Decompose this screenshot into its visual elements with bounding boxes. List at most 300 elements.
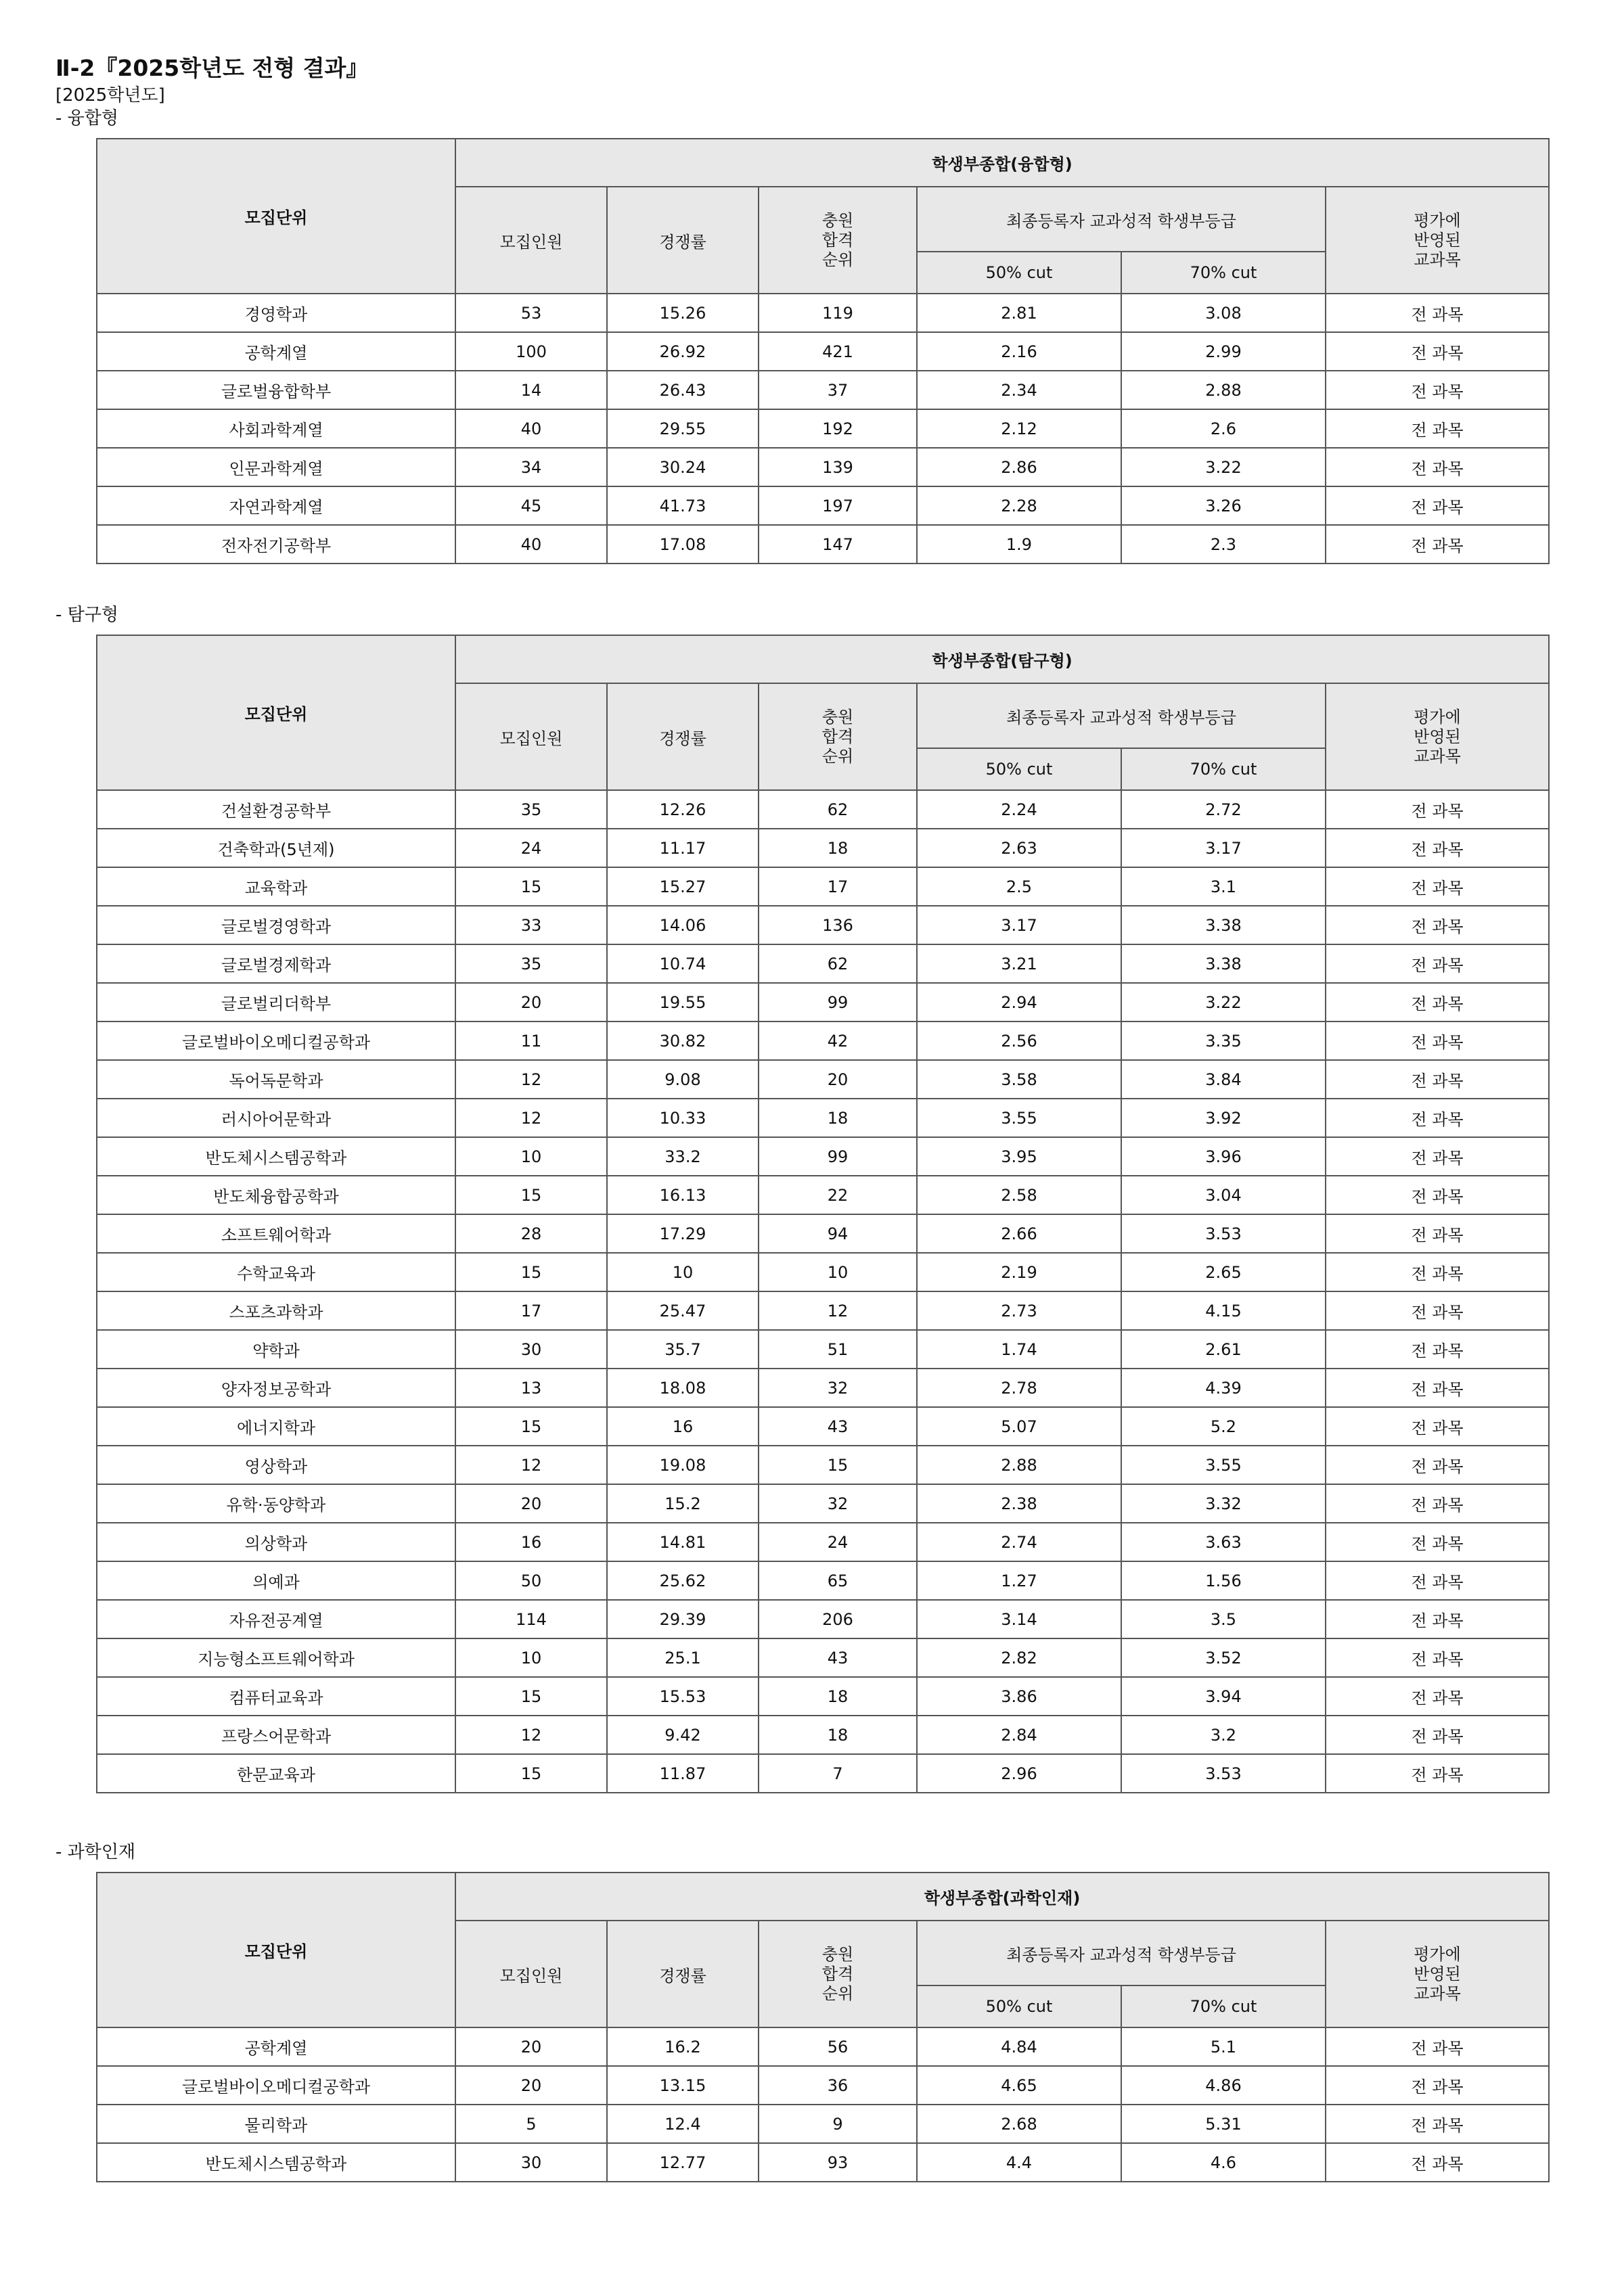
cell-rate: 15.27 — [607, 867, 759, 906]
cell-subjects: 전 과목 — [1326, 1484, 1549, 1523]
header-rank — [759, 683, 917, 790]
cell-cut50: 2.86 — [917, 448, 1121, 486]
cell-unit: 공학계열 — [97, 2027, 455, 2066]
cell-rank: 32 — [759, 1484, 917, 1523]
cell-recruit: 15 — [455, 867, 607, 906]
cell-cut50: 2.19 — [917, 1253, 1121, 1291]
cell-rate: 16.2 — [607, 2027, 759, 2066]
cell-unit: 사회과학계열 — [97, 409, 455, 448]
cell-recruit: 33 — [455, 906, 607, 944]
header-subjects-line: 반영된 — [1414, 727, 1461, 746]
cell-cut50: 3.21 — [917, 944, 1121, 983]
cell-recruit: 15 — [455, 1253, 607, 1291]
cell-unit: 교육학과 — [97, 867, 455, 906]
header-subjects — [1326, 683, 1549, 790]
cell-recruit: 114 — [455, 1600, 607, 1638]
cell-cut70: 2.6 — [1121, 409, 1326, 448]
table-row — [97, 448, 1549, 486]
cell-rate: 26.92 — [607, 332, 759, 371]
cell-unit: 물리학과 — [97, 2105, 455, 2143]
results-table — [96, 635, 1550, 1793]
cell-recruit: 45 — [455, 486, 607, 525]
section-label: - 융합형 — [55, 108, 118, 129]
cell-cut70: 2.65 — [1121, 1253, 1326, 1291]
cell-cut50: 2.94 — [917, 983, 1121, 1021]
cell-cut70: 3.1 — [1121, 867, 1326, 906]
cell-cut70: 5.1 — [1121, 2027, 1326, 2066]
cell-cut50: 2.12 — [917, 409, 1121, 448]
cell-rank: 99 — [759, 1137, 917, 1176]
cell-rate: 12.4 — [607, 2105, 759, 2143]
header-rank-line: 충원 — [821, 210, 854, 230]
cell-subjects: 전 과목 — [1326, 1021, 1549, 1060]
cell-recruit: 14 — [455, 371, 607, 409]
cell-rate: 25.1 — [607, 1638, 759, 1677]
cell-unit: 글로벌융합학부 — [97, 371, 455, 409]
cell-cut70: 3.2 — [1121, 1716, 1326, 1754]
cell-unit: 글로벌리더학부 — [97, 983, 455, 1021]
cell-cut70: 3.38 — [1121, 906, 1326, 944]
cell-cut50: 2.34 — [917, 371, 1121, 409]
cell-unit: 프랑스어문학과 — [97, 1716, 455, 1754]
header-grade-group: 최종등록자 교과성적 학생부등급 — [917, 187, 1326, 252]
header-unit: 모집단위 — [97, 635, 455, 790]
table-row — [97, 1060, 1549, 1099]
table-row — [97, 1253, 1549, 1291]
cell-recruit: 12 — [455, 1099, 607, 1137]
cell-cut70: 4.15 — [1121, 1291, 1326, 1330]
cell-rate: 9.42 — [607, 1716, 759, 1754]
header-rank-line: 합격 — [821, 1964, 854, 1983]
cell-recruit: 10 — [455, 1137, 607, 1176]
table-row — [97, 409, 1549, 448]
cell-rank: 99 — [759, 983, 917, 1021]
cell-rate: 14.81 — [607, 1523, 759, 1561]
table-row — [97, 1716, 1549, 1754]
header-cut70: 70% cut — [1121, 748, 1326, 790]
cell-cut50: 2.73 — [917, 1291, 1121, 1330]
cell-rank: 139 — [759, 448, 917, 486]
cell-rate: 26.43 — [607, 371, 759, 409]
cell-cut70: 2.61 — [1121, 1330, 1326, 1369]
table-row — [97, 1214, 1549, 1253]
cell-recruit: 10 — [455, 1638, 607, 1677]
section-spacer — [55, 564, 1585, 603]
cell-subjects: 전 과목 — [1326, 983, 1549, 1021]
cell-unit: 인문과학계열 — [97, 448, 455, 486]
cell-rank: 62 — [759, 790, 917, 829]
cell-rank: 15 — [759, 1446, 917, 1484]
cell-subjects: 전 과목 — [1326, 448, 1549, 486]
cell-unit: 수학교육과 — [97, 1253, 455, 1291]
cell-unit: 약학과 — [97, 1330, 455, 1369]
section-label: - 과학인재 — [55, 1842, 136, 1862]
cell-cut50: 2.88 — [917, 1446, 1121, 1484]
header-subjects-line: 교과목 — [1414, 746, 1461, 766]
header-rank-line: 충원 — [821, 707, 854, 727]
cell-rate: 29.55 — [607, 409, 759, 448]
cell-unit: 소프트웨어학과 — [97, 1214, 455, 1253]
cell-subjects: 전 과목 — [1326, 1369, 1549, 1407]
cell-unit: 건축학과(5년제) — [97, 829, 455, 867]
cell-rank: 147 — [759, 525, 917, 564]
table-row — [97, 1330, 1549, 1369]
cell-cut50: 4.65 — [917, 2066, 1121, 2105]
cell-unit: 공학계열 — [97, 332, 455, 371]
table-row — [97, 1369, 1549, 1407]
cell-rate: 19.55 — [607, 983, 759, 1021]
cell-recruit: 50 — [455, 1561, 607, 1600]
header-rank — [759, 1921, 917, 2027]
cell-recruit: 20 — [455, 1484, 607, 1523]
cell-recruit: 15 — [455, 1677, 607, 1716]
header-rank-line: 순위 — [821, 1983, 854, 2003]
cell-rank: 10 — [759, 1253, 917, 1291]
cell-rate: 19.08 — [607, 1446, 759, 1484]
table-row — [97, 294, 1549, 332]
cell-rate: 35.7 — [607, 1330, 759, 1369]
cell-rank: 42 — [759, 1021, 917, 1060]
header-cut50: 50% cut — [917, 748, 1121, 790]
cell-rank: 56 — [759, 2027, 917, 2066]
cell-unit: 컴퓨터교육과 — [97, 1677, 455, 1716]
cell-cut50: 2.84 — [917, 1716, 1121, 1754]
cell-recruit: 20 — [455, 2027, 607, 2066]
cell-cut70: 2.99 — [1121, 332, 1326, 371]
cell-subjects: 전 과목 — [1326, 1754, 1549, 1793]
cell-cut50: 3.86 — [917, 1677, 1121, 1716]
cell-cut50: 2.38 — [917, 1484, 1121, 1523]
cell-cut70: 3.92 — [1121, 1099, 1326, 1137]
cell-rank: 18 — [759, 829, 917, 867]
cell-subjects: 전 과목 — [1326, 2066, 1549, 2105]
cell-unit: 건설환경공학부 — [97, 790, 455, 829]
header-subjects-line: 평가에 — [1414, 707, 1461, 727]
cell-cut70: 3.17 — [1121, 829, 1326, 867]
cell-cut50: 3.58 — [917, 1060, 1121, 1099]
results-table — [96, 1872, 1550, 2182]
cell-cut70: 3.32 — [1121, 1484, 1326, 1523]
year-subtitle: [2025학년도] — [55, 85, 165, 106]
cell-recruit: 30 — [455, 2143, 607, 2182]
cell-subjects: 전 과목 — [1326, 525, 1549, 564]
cell-rate: 15.53 — [607, 1677, 759, 1716]
cell-rank: 93 — [759, 2143, 917, 2182]
header-subjects-line: 평가에 — [1414, 210, 1461, 230]
table-row — [97, 944, 1549, 983]
cell-subjects: 전 과목 — [1326, 1137, 1549, 1176]
cell-rank: 136 — [759, 906, 917, 944]
cell-unit: 전자전기공학부 — [97, 525, 455, 564]
cell-recruit: 30 — [455, 1330, 607, 1369]
cell-subjects: 전 과목 — [1326, 332, 1549, 371]
header-cut50: 50% cut — [917, 1985, 1121, 2027]
cell-cut70: 4.86 — [1121, 2066, 1326, 2105]
cell-unit: 반도체융합공학과 — [97, 1176, 455, 1214]
cell-subjects: 전 과목 — [1326, 409, 1549, 448]
cell-unit: 에너지학과 — [97, 1407, 455, 1446]
cell-cut70: 2.88 — [1121, 371, 1326, 409]
table-row — [97, 486, 1549, 525]
header-grade-group: 최종등록자 교과성적 학생부등급 — [917, 683, 1326, 748]
cell-recruit: 15 — [455, 1407, 607, 1446]
table-row — [97, 525, 1549, 564]
cell-rate: 25.62 — [607, 1561, 759, 1600]
table-row — [97, 2027, 1549, 2066]
cell-cut70: 3.53 — [1121, 1214, 1326, 1253]
cell-cut50: 4.4 — [917, 2143, 1121, 2182]
table-row — [97, 983, 1549, 1021]
cell-recruit: 12 — [455, 1060, 607, 1099]
cell-cut70: 3.22 — [1121, 448, 1326, 486]
table-row — [97, 1099, 1549, 1137]
cell-subjects: 전 과목 — [1326, 1446, 1549, 1484]
cell-cut50: 2.5 — [917, 867, 1121, 906]
cell-cut70: 5.31 — [1121, 2105, 1326, 2143]
cell-subjects: 전 과목 — [1326, 2105, 1549, 2143]
cell-subjects: 전 과목 — [1326, 1523, 1549, 1561]
cell-subjects: 전 과목 — [1326, 1600, 1549, 1638]
cell-cut50: 2.68 — [917, 2105, 1121, 2143]
cell-rank: 197 — [759, 486, 917, 525]
cell-cut50: 2.63 — [917, 829, 1121, 867]
table-row — [97, 1137, 1549, 1176]
sections-container — [55, 107, 1585, 2182]
cell-cut70: 3.53 — [1121, 1754, 1326, 1793]
cell-rank: 51 — [759, 1330, 917, 1369]
document-page — [55, 53, 1585, 2182]
cell-unit: 스포츠과학과 — [97, 1291, 455, 1330]
cell-rate: 17.08 — [607, 525, 759, 564]
header-cut70: 70% cut — [1121, 252, 1326, 294]
cell-recruit: 16 — [455, 1523, 607, 1561]
cell-subjects: 전 과목 — [1326, 294, 1549, 332]
cell-rank: 32 — [759, 1369, 917, 1407]
cell-unit: 경영학과 — [97, 294, 455, 332]
cell-subjects: 전 과목 — [1326, 906, 1549, 944]
cell-rank: 17 — [759, 867, 917, 906]
header-subjects-line: 교과목 — [1414, 1983, 1461, 2003]
cell-cut70: 3.55 — [1121, 1446, 1326, 1484]
cell-cut50: 3.95 — [917, 1137, 1121, 1176]
cell-unit: 지능형소프트웨어학과 — [97, 1638, 455, 1677]
cell-rate: 13.15 — [607, 2066, 759, 2105]
cell-recruit: 20 — [455, 2066, 607, 2105]
cell-rate: 18.08 — [607, 1369, 759, 1407]
cell-unit: 반도체시스템공학과 — [97, 2143, 455, 2182]
cell-rate: 33.2 — [607, 1137, 759, 1176]
cell-cut70: 5.2 — [1121, 1407, 1326, 1446]
table-row — [97, 332, 1549, 371]
cell-subjects: 전 과목 — [1326, 2143, 1549, 2182]
header-recruit: 모집인원 — [455, 683, 607, 790]
header-table-title: 학생부종합(과학인재) — [455, 1873, 1549, 1921]
cell-recruit: 35 — [455, 790, 607, 829]
header-rank — [759, 187, 917, 294]
cell-cut70: 3.04 — [1121, 1176, 1326, 1214]
page-title: Ⅱ-2『2025학년도 전형 결과』 — [55, 55, 369, 81]
cell-rate: 16.13 — [607, 1176, 759, 1214]
cell-rate: 12.26 — [607, 790, 759, 829]
header-table-title: 학생부종합(탐구형) — [455, 635, 1549, 683]
cell-cut50: 3.14 — [917, 1600, 1121, 1638]
cell-cut50: 2.81 — [917, 294, 1121, 332]
cell-cut70: 3.52 — [1121, 1638, 1326, 1677]
cell-cut70: 3.22 — [1121, 983, 1326, 1021]
cell-recruit: 24 — [455, 829, 607, 867]
table-row — [97, 2066, 1549, 2105]
cell-rate: 15.2 — [607, 1484, 759, 1523]
cell-cut50: 2.78 — [917, 1369, 1121, 1407]
table-row — [97, 1176, 1549, 1214]
cell-cut50: 2.96 — [917, 1754, 1121, 1793]
cell-rank: 7 — [759, 1754, 917, 1793]
cell-subjects: 전 과목 — [1326, 371, 1549, 409]
cell-cut70: 2.72 — [1121, 790, 1326, 829]
cell-recruit: 15 — [455, 1754, 607, 1793]
cell-rate: 11.17 — [607, 829, 759, 867]
cell-unit: 러시아어문학과 — [97, 1099, 455, 1137]
cell-cut50: 2.74 — [917, 1523, 1121, 1561]
table-row — [97, 1291, 1549, 1330]
cell-subjects: 전 과목 — [1326, 1638, 1549, 1677]
table-row — [97, 2143, 1549, 2182]
cell-cut50: 3.17 — [917, 906, 1121, 944]
cell-rate: 25.47 — [607, 1291, 759, 1330]
header-rate: 경쟁률 — [607, 187, 759, 294]
cell-unit: 글로벌바이오메디컬공학과 — [97, 2066, 455, 2105]
cell-subjects: 전 과목 — [1326, 1060, 1549, 1099]
table-row — [97, 2105, 1549, 2143]
cell-subjects: 전 과목 — [1326, 867, 1549, 906]
cell-rank: 206 — [759, 1600, 917, 1638]
cell-rate: 10.33 — [607, 1099, 759, 1137]
cell-cut70: 4.39 — [1121, 1369, 1326, 1407]
table-row — [97, 371, 1549, 409]
cell-unit: 의상학과 — [97, 1523, 455, 1561]
cell-recruit: 28 — [455, 1214, 607, 1253]
cell-rate: 30.24 — [607, 448, 759, 486]
cell-recruit: 5 — [455, 2105, 607, 2143]
cell-rank: 65 — [759, 1561, 917, 1600]
table-row — [97, 1484, 1549, 1523]
cell-recruit: 12 — [455, 1716, 607, 1754]
header-rank-line: 합격 — [821, 230, 854, 250]
header-subjects — [1326, 187, 1549, 294]
header-recruit: 모집인원 — [455, 1921, 607, 2027]
cell-rank: 94 — [759, 1214, 917, 1253]
cell-recruit: 20 — [455, 983, 607, 1021]
cell-subjects: 전 과목 — [1326, 1214, 1549, 1253]
cell-rank: 18 — [759, 1716, 917, 1754]
cell-rate: 30.82 — [607, 1021, 759, 1060]
cell-unit: 의예과 — [97, 1561, 455, 1600]
cell-cut70: 1.56 — [1121, 1561, 1326, 1600]
section-label: - 탐구형 — [55, 605, 118, 625]
table-row — [97, 829, 1549, 867]
header-table-title: 학생부종합(융합형) — [455, 139, 1549, 187]
cell-cut50: 2.24 — [917, 790, 1121, 829]
cell-unit: 영상학과 — [97, 1446, 455, 1484]
cell-rate: 10.74 — [607, 944, 759, 983]
cell-cut70: 3.35 — [1121, 1021, 1326, 1060]
cell-subjects: 전 과목 — [1326, 2027, 1549, 2066]
header-grade-group: 최종등록자 교과성적 학생부등급 — [917, 1921, 1326, 1985]
table-row — [97, 1754, 1549, 1793]
cell-subjects: 전 과목 — [1326, 1099, 1549, 1137]
header-subjects-line: 반영된 — [1414, 1964, 1461, 1983]
section-spacer — [55, 1793, 1585, 1841]
cell-rank: 62 — [759, 944, 917, 983]
header-cut70: 70% cut — [1121, 1985, 1326, 2027]
cell-cut50: 2.28 — [917, 486, 1121, 525]
cell-subjects: 전 과목 — [1326, 1330, 1549, 1369]
results-table — [96, 138, 1550, 564]
table-row — [97, 1446, 1549, 1484]
table-row — [97, 1407, 1549, 1446]
cell-unit: 글로벌경영학과 — [97, 906, 455, 944]
cell-rate: 9.08 — [607, 1060, 759, 1099]
cell-recruit: 34 — [455, 448, 607, 486]
cell-recruit: 53 — [455, 294, 607, 332]
table-row — [97, 1561, 1549, 1600]
cell-cut50: 2.58 — [917, 1176, 1121, 1214]
header-rank-line: 합격 — [821, 727, 854, 746]
header-subjects-line: 교과목 — [1414, 250, 1461, 269]
cell-subjects: 전 과목 — [1326, 1176, 1549, 1214]
cell-subjects: 전 과목 — [1326, 1561, 1549, 1600]
cell-rank: 119 — [759, 294, 917, 332]
cell-unit: 자연과학계열 — [97, 486, 455, 525]
header-recruit: 모집인원 — [455, 187, 607, 294]
cell-rate: 15.26 — [607, 294, 759, 332]
table-row — [97, 906, 1549, 944]
cell-cut50: 1.27 — [917, 1561, 1121, 1600]
header-unit: 모집단위 — [97, 139, 455, 294]
cell-cut50: 3.55 — [917, 1099, 1121, 1137]
table-row — [97, 1600, 1549, 1638]
cell-rank: 43 — [759, 1638, 917, 1677]
cell-rank: 22 — [759, 1176, 917, 1214]
cell-rate: 17.29 — [607, 1214, 759, 1253]
cell-subjects: 전 과목 — [1326, 829, 1549, 867]
cell-cut70: 4.6 — [1121, 2143, 1326, 2182]
cell-cut70: 3.94 — [1121, 1677, 1326, 1716]
cell-cut70: 3.5 — [1121, 1600, 1326, 1638]
cell-subjects: 전 과목 — [1326, 1716, 1549, 1754]
cell-unit: 반도체시스템공학과 — [97, 1137, 455, 1176]
cell-unit: 양자정보공학과 — [97, 1369, 455, 1407]
cell-rank: 24 — [759, 1523, 917, 1561]
cell-rate: 16 — [607, 1407, 759, 1446]
cell-rank: 192 — [759, 409, 917, 448]
table-row — [97, 790, 1549, 829]
header-subjects — [1326, 1921, 1549, 2027]
cell-subjects: 전 과목 — [1326, 944, 1549, 983]
header-rank-line: 충원 — [821, 1944, 854, 1964]
header-cut50: 50% cut — [917, 252, 1121, 294]
cell-cut70: 3.08 — [1121, 294, 1326, 332]
table-row — [97, 1677, 1549, 1716]
cell-recruit: 35 — [455, 944, 607, 983]
cell-rank: 37 — [759, 371, 917, 409]
cell-cut70: 3.63 — [1121, 1523, 1326, 1561]
cell-unit: 유학·동양학과 — [97, 1484, 455, 1523]
header-subjects-line: 반영된 — [1414, 230, 1461, 250]
cell-cut50: 2.16 — [917, 332, 1121, 371]
cell-subjects: 전 과목 — [1326, 1253, 1549, 1291]
table-row — [97, 867, 1549, 906]
